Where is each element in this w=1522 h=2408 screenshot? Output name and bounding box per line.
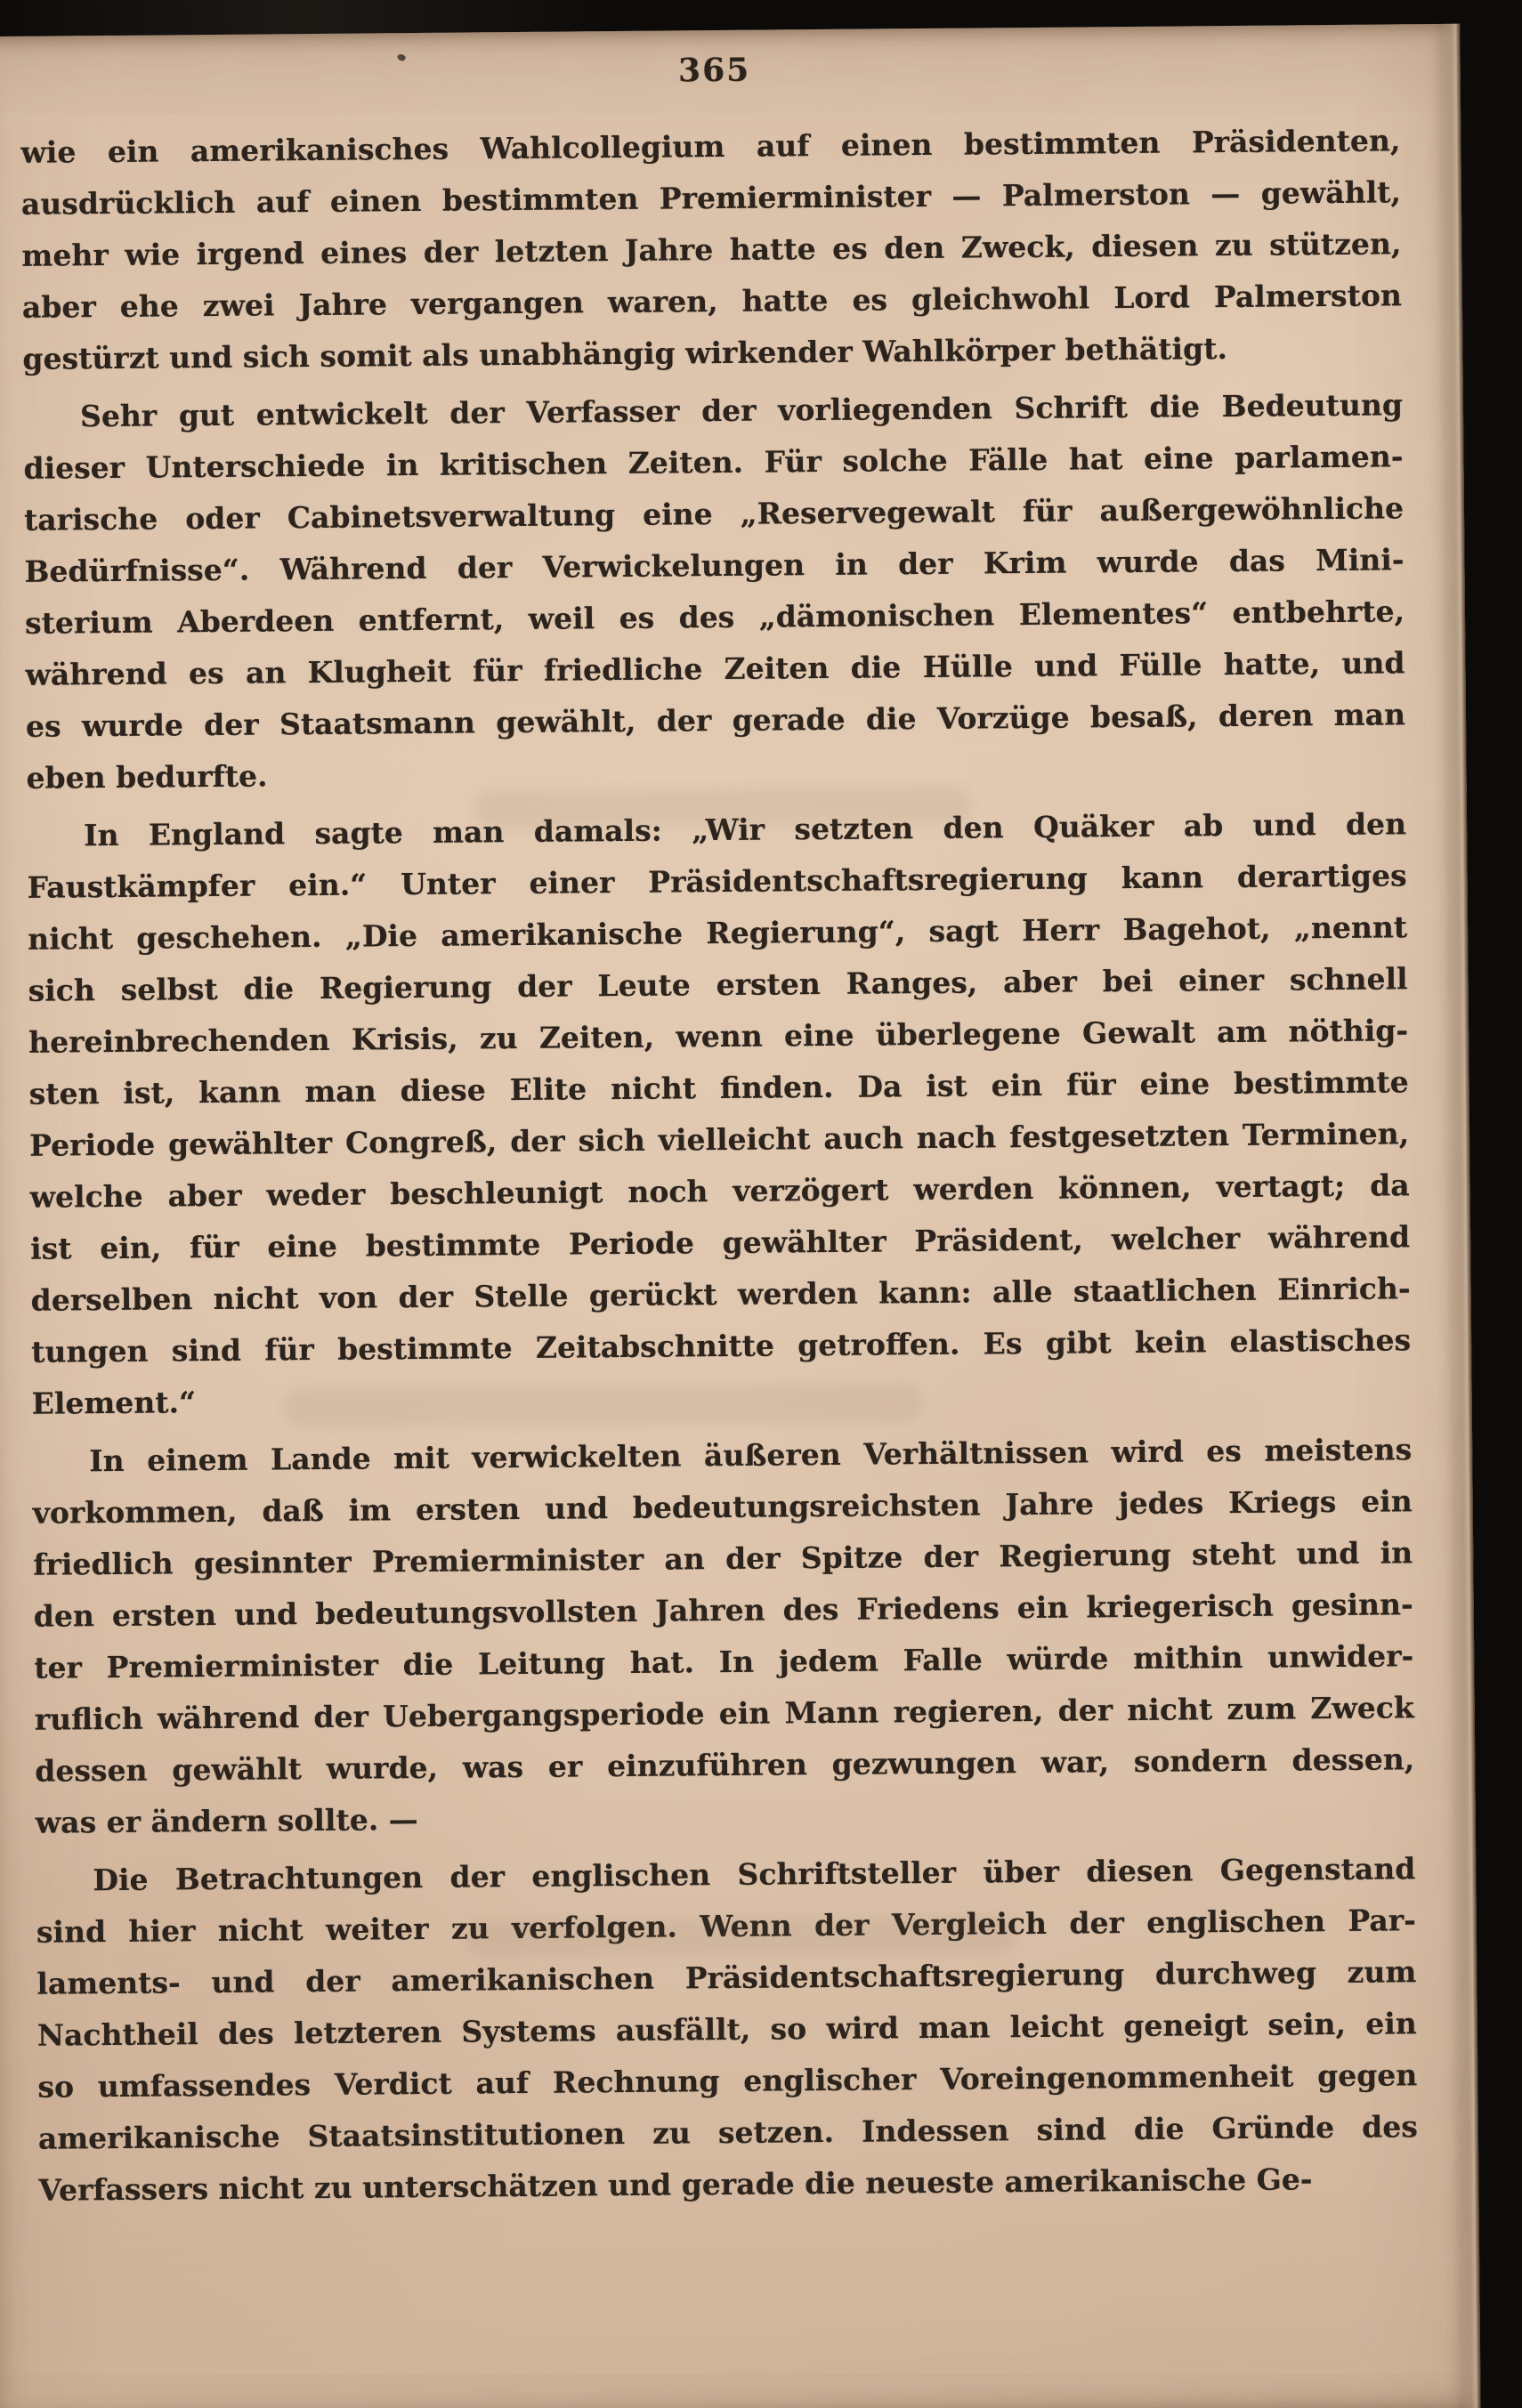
text-line: amerikanische Staatsinstitutionen zu setzen. Indessen sind die Gründe des (37, 2109, 1419, 2156)
text-line: In einem Lande mit verwickelten äußeren Verhältnissen wird es meistens (89, 1432, 1413, 1479)
text-line: sich selbst die Regierung der Leute ersten Ranges, aber bei einer schnell (28, 961, 1408, 1008)
text-block (20, 115, 1418, 2216)
text-line: laments- und der amerikanischen Präsidentschaftsregierung durchweg zum (36, 1954, 1417, 2001)
text-line: ist ein, für eine bestimmte Periode gewählter Präsident, welcher während (30, 1219, 1411, 1266)
paragraph (32, 1424, 1415, 1849)
text-line: Verfassers nicht zu unterschätzen und gerade die neueste amerikanische Ge- (38, 2162, 1313, 2208)
text-line: während es an Klugheit für friedliche Zeiten die Hülle und Fülle hatte, und (25, 645, 1405, 692)
text-line: mehr wie irgend eines der letzten Jahre hatte es den Zweck, diesen zu stützen, (21, 226, 1402, 273)
text-line: sind hier nicht weiter zu verfolgen. Wenn der Vergleich der englischen Par- (36, 1903, 1416, 1950)
text-line: Sehr gut entwickelt der Verfasser der vorliegenden Schrift die Bedeutung (79, 387, 1404, 434)
text-line: dessen gewählt wurde, was er einzuführen gezwungen war, sondern dessen, (35, 1741, 1415, 1789)
text-line: Faustkämpfer ein.“ Unter einer Präsidentschaftsregierung kann derartiges (27, 858, 1407, 905)
text-line: eben bedurfte. (26, 758, 268, 796)
text-line: so umfassendes Verdict auf Rechnung englischer Voreingenommenheit gegen (37, 2057, 1418, 2105)
text-line: ter Premierminister die Leitung hat. In jedem Falle würde mithin unwider- (34, 1638, 1414, 1685)
text-line: derselben nicht von der Stelle gerückt werden kann: alle staatlichen Einrich- (30, 1271, 1411, 1318)
paragraph (20, 115, 1402, 385)
paragraph (36, 1843, 1418, 2217)
text-line: was er ändern sollte. — (35, 1802, 418, 1840)
text-line: Bedürfnisse“. Während der Verwickelungen in der Krim wurde das Mini- (24, 542, 1405, 589)
text-line: tungen sind für bestimmte Zeitabschnitte getroffen. Es gibt kein elastisches (31, 1322, 1412, 1370)
text-line: Periode gewählter Congreß, der sich vielleicht auch nach festgesetzten Terminen, (28, 1116, 1410, 1163)
text-line: den ersten und bedeutungsvollsten Jahren des Friedens ein kriegerisch gesinn- (33, 1587, 1413, 1634)
text-line: welche aber weder beschleunigt noch verzögert werden können, vertagt; da (29, 1168, 1410, 1215)
paragraph (27, 798, 1412, 1429)
text-line: es wurde der Staatsmann gewählt, der gerade die Vorzüge besaß, deren man (25, 697, 1406, 744)
text-line: sten ist, kann man diese Elite nicht finden. Da ist ein für eine bestimmte (28, 1064, 1409, 1111)
text-line: Die Betrachtungen der englischen Schriftsteller über diesen Gegenstand (93, 1851, 1416, 1898)
text-line: wie ein amerikanisches Wahlcollegium auf einen bestimmten Präsidenten, (20, 123, 1401, 170)
text-line: Element.“ (31, 1385, 197, 1421)
text-line: tarische oder Cabinetsverwaltung eine „Reservegewalt für außergewöhnliche (23, 490, 1405, 537)
text-line: In England sagte man damals: „Wir setzten den Quäker ab und den (83, 806, 1407, 853)
text-line: vorkommen, daß im ersten und bedeutungsreichsten Jahre jedes Kriegs ein (32, 1483, 1413, 1531)
text-line: gestürzt und sich somit als unabhängig wirkender Wahlkörper bethätigt. (22, 331, 1228, 376)
text-line: Nachtheil des letzteren Systems ausfällt, so wird man leicht geneigt sein, ein (36, 2006, 1417, 2053)
text-line: friedlich gesinnter Premierminister an der Spitze der Regierung steht und in (33, 1535, 1413, 1582)
text-line: aber ehe zwei Jahre vergangen waren, hatte es gleichwohl Lord Palmerston (21, 278, 1403, 325)
text-line: nicht geschehen. „Die amerikanische Regierung“, sagt Herr Bagehot, „nennt (27, 909, 1408, 957)
text-line: ausdrücklich auf einen bestimmten Premierminister — Palmerston — gewählt, (20, 174, 1402, 222)
text-line: hereinbrechenden Krisis, zu Zeiten, wenn eine überlegene Gewalt am nöthig- (28, 1013, 1409, 1060)
text-line: ruflich während der Uebergangsperiode ein Mann regieren, der nicht zum Zweck (34, 1690, 1414, 1737)
page-number: 365 (677, 51, 751, 90)
text-line: sterium Aberdeen entfernt, weil es des „dämonischen Elementes“ entbehrte, (24, 594, 1405, 641)
paragraph (23, 379, 1406, 804)
text-line: dieser Unterschiede in kritischen Zeiten. Für solche Fälle hat eine parlamen- (23, 439, 1404, 486)
book-page (0, 24, 1481, 2408)
